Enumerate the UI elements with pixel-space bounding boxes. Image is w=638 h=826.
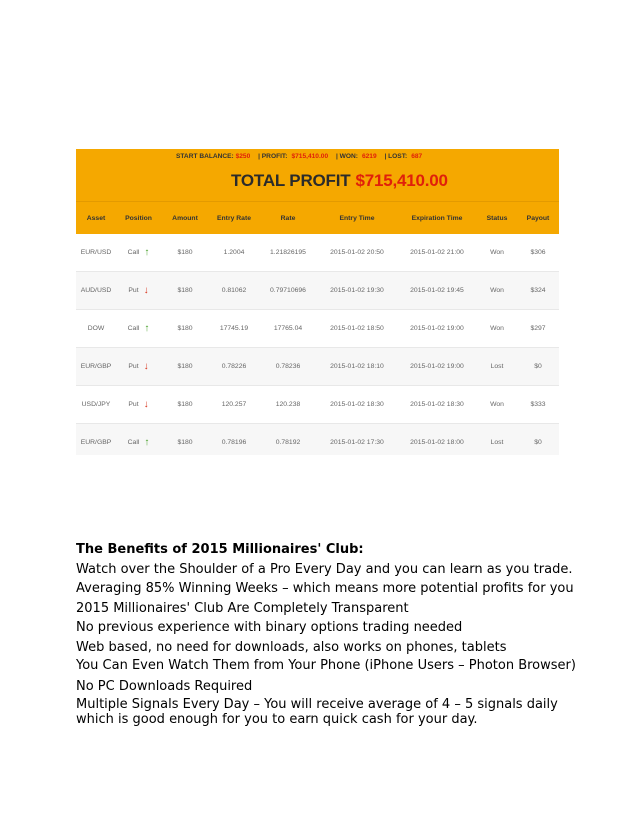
amount-cell: $180: [177, 439, 193, 446]
entry-time-cell: 2015-01-02 18:50: [330, 325, 384, 332]
table-row: [76, 272, 559, 310]
position-cell: [116, 399, 161, 410]
asset-cell: EUR/USD: [80, 249, 112, 256]
benefit-item: You Can Even Watch Them from Your Phone (iPhone Users – Photon Browser): [76, 658, 576, 673]
arrow-up-icon: ↑: [144, 247, 150, 258]
entry-rate-cell: 0.78196: [221, 439, 247, 446]
table-header: [76, 201, 559, 234]
payout-cell: $306: [530, 249, 546, 256]
position-label: Call: [127, 249, 140, 256]
lost-label: | LOST:: [384, 153, 408, 160]
column-header-position: Position: [125, 214, 152, 222]
benefit-item: No PC Downloads Required: [76, 678, 253, 694]
entry-time-cell: 2015-01-02 18:30: [330, 401, 384, 408]
position-cell: [116, 437, 161, 448]
benefit-item: 2015 Millionaires' Club Are Completely Transparent: [76, 600, 409, 616]
status-cell: Won: [490, 249, 504, 256]
position-cell: [116, 285, 161, 296]
table-row: [76, 234, 559, 272]
column-header-payout: Payout: [526, 214, 550, 222]
payout-cell: $0: [534, 363, 542, 370]
profit-label: | PROFIT:: [258, 153, 288, 160]
won-value: 6219: [361, 153, 377, 160]
won-label: | WON:: [335, 153, 358, 160]
expiration-time-cell: 2015-01-02 18:00: [410, 439, 464, 446]
expiration-time-cell: 2015-01-02 19:00: [410, 363, 464, 370]
table-row: [76, 424, 559, 455]
column-header-rate: Rate: [280, 214, 296, 222]
benefit-item: Multiple Signals Every Day – You will receive average of 4 – 5 signals daily which is good enough for you to earn quick cash for your day.: [76, 697, 558, 727]
rate-cell: 0.78192: [275, 439, 301, 446]
arrow-down-icon: ↓: [143, 399, 149, 410]
status-cell: Won: [490, 287, 504, 294]
table-row: [76, 386, 559, 424]
start-balance-value: $250: [235, 153, 251, 160]
arrow-up-icon: ↑: [144, 437, 150, 448]
entry-rate-cell: 0.78226: [221, 363, 247, 370]
column-header-entry-time: Entry Time: [339, 214, 375, 222]
profit-value: $715,410.00: [291, 153, 329, 160]
table-row: [76, 310, 559, 348]
expiration-time-cell: 2015-01-02 21:00: [410, 249, 464, 256]
rate-cell: 0.79710696: [270, 287, 306, 294]
position-label: Call: [127, 439, 140, 446]
stats-line: [176, 153, 422, 160]
payout-cell: $324: [530, 287, 546, 294]
asset-cell: AUD/USD: [80, 287, 112, 294]
entry-rate-cell: 0.81062: [221, 287, 247, 294]
position-cell: [116, 247, 161, 258]
arrow-down-icon: ↓: [143, 285, 149, 296]
benefit-item: Watch over the Shoulder of a Pro Every Day and you can learn as you trade.: [76, 561, 573, 577]
asset-cell: USD/JPY: [81, 401, 111, 408]
total-profit: [231, 171, 448, 191]
trading-results-image: [76, 149, 559, 455]
column-header-asset: Asset: [86, 214, 106, 222]
entry-rate-cell: 1.2004: [223, 249, 245, 256]
rate-cell: 17765.04: [273, 325, 303, 332]
table-body: [76, 234, 559, 455]
payout-cell: $333: [530, 401, 546, 408]
total-profit-value: $715,410.00: [355, 171, 448, 190]
total-profit-label: TOTAL PROFIT: [231, 171, 351, 190]
position-cell: [116, 361, 161, 372]
entry-time-cell: 2015-01-02 20:50: [330, 249, 384, 256]
rate-cell: 120.238: [275, 401, 301, 408]
entry-rate-cell: 120.257: [221, 401, 247, 408]
column-header-expiration-time: Expiration Time: [411, 214, 463, 222]
asset-cell: EUR/GBP: [80, 363, 112, 370]
position-cell: [116, 323, 161, 334]
arrow-up-icon: ↑: [144, 323, 150, 334]
position-label: Call: [127, 325, 140, 332]
asset-cell: DOW: [87, 325, 105, 332]
payout-cell: $0: [534, 439, 542, 446]
lost-value: 687: [411, 153, 423, 160]
entry-rate-cell: 17745.19: [219, 325, 249, 332]
position-label: Put: [128, 287, 139, 294]
rate-cell: 0.78236: [275, 363, 301, 370]
status-cell: Won: [490, 401, 504, 408]
benefit-item: No previous experience with binary options trading needed: [76, 620, 463, 635]
column-header-entry-rate: Entry Rate: [217, 214, 251, 222]
amount-cell: $180: [177, 363, 193, 370]
status-cell: Lost: [490, 439, 504, 446]
payout-cell: $297: [530, 325, 546, 332]
position-label: Put: [128, 363, 139, 370]
expiration-time-cell: 2015-01-02 19:45: [410, 287, 464, 294]
status-cell: Won: [490, 325, 504, 332]
asset-cell: EUR/GBP: [80, 439, 112, 446]
benefits-section: [76, 540, 576, 730]
expiration-time-cell: 2015-01-02 19:00: [410, 325, 464, 332]
entry-time-cell: 2015-01-02 18:10: [330, 363, 384, 370]
rate-cell: 1.21826195: [270, 249, 306, 256]
column-header-status: Status: [486, 214, 508, 222]
table-row: [76, 348, 559, 386]
benefit-item: Averaging 85% Winning Weeks – which means more potential profits for you: [76, 581, 574, 596]
entry-time-cell: 2015-01-02 19:30: [330, 287, 384, 294]
amount-cell: $180: [177, 325, 193, 332]
amount-cell: $180: [177, 401, 193, 408]
amount-cell: $180: [177, 249, 193, 256]
position-label: Put: [128, 401, 139, 408]
amount-cell: $180: [177, 287, 193, 294]
benefit-item: Web based, no need for downloads, also works on phones, tablets: [76, 639, 507, 655]
benefits-title: The Benefits of 2015 Millionaires' Club:: [76, 542, 364, 557]
column-header-amount: Amount: [172, 214, 198, 222]
entry-time-cell: 2015-01-02 17:30: [330, 439, 384, 446]
start-balance-label: START BALANCE:: [176, 153, 234, 160]
results-banner: [76, 149, 559, 201]
expiration-time-cell: 2015-01-02 18:30: [410, 401, 464, 408]
status-cell: Lost: [490, 363, 504, 370]
arrow-down-icon: ↓: [143, 361, 149, 372]
